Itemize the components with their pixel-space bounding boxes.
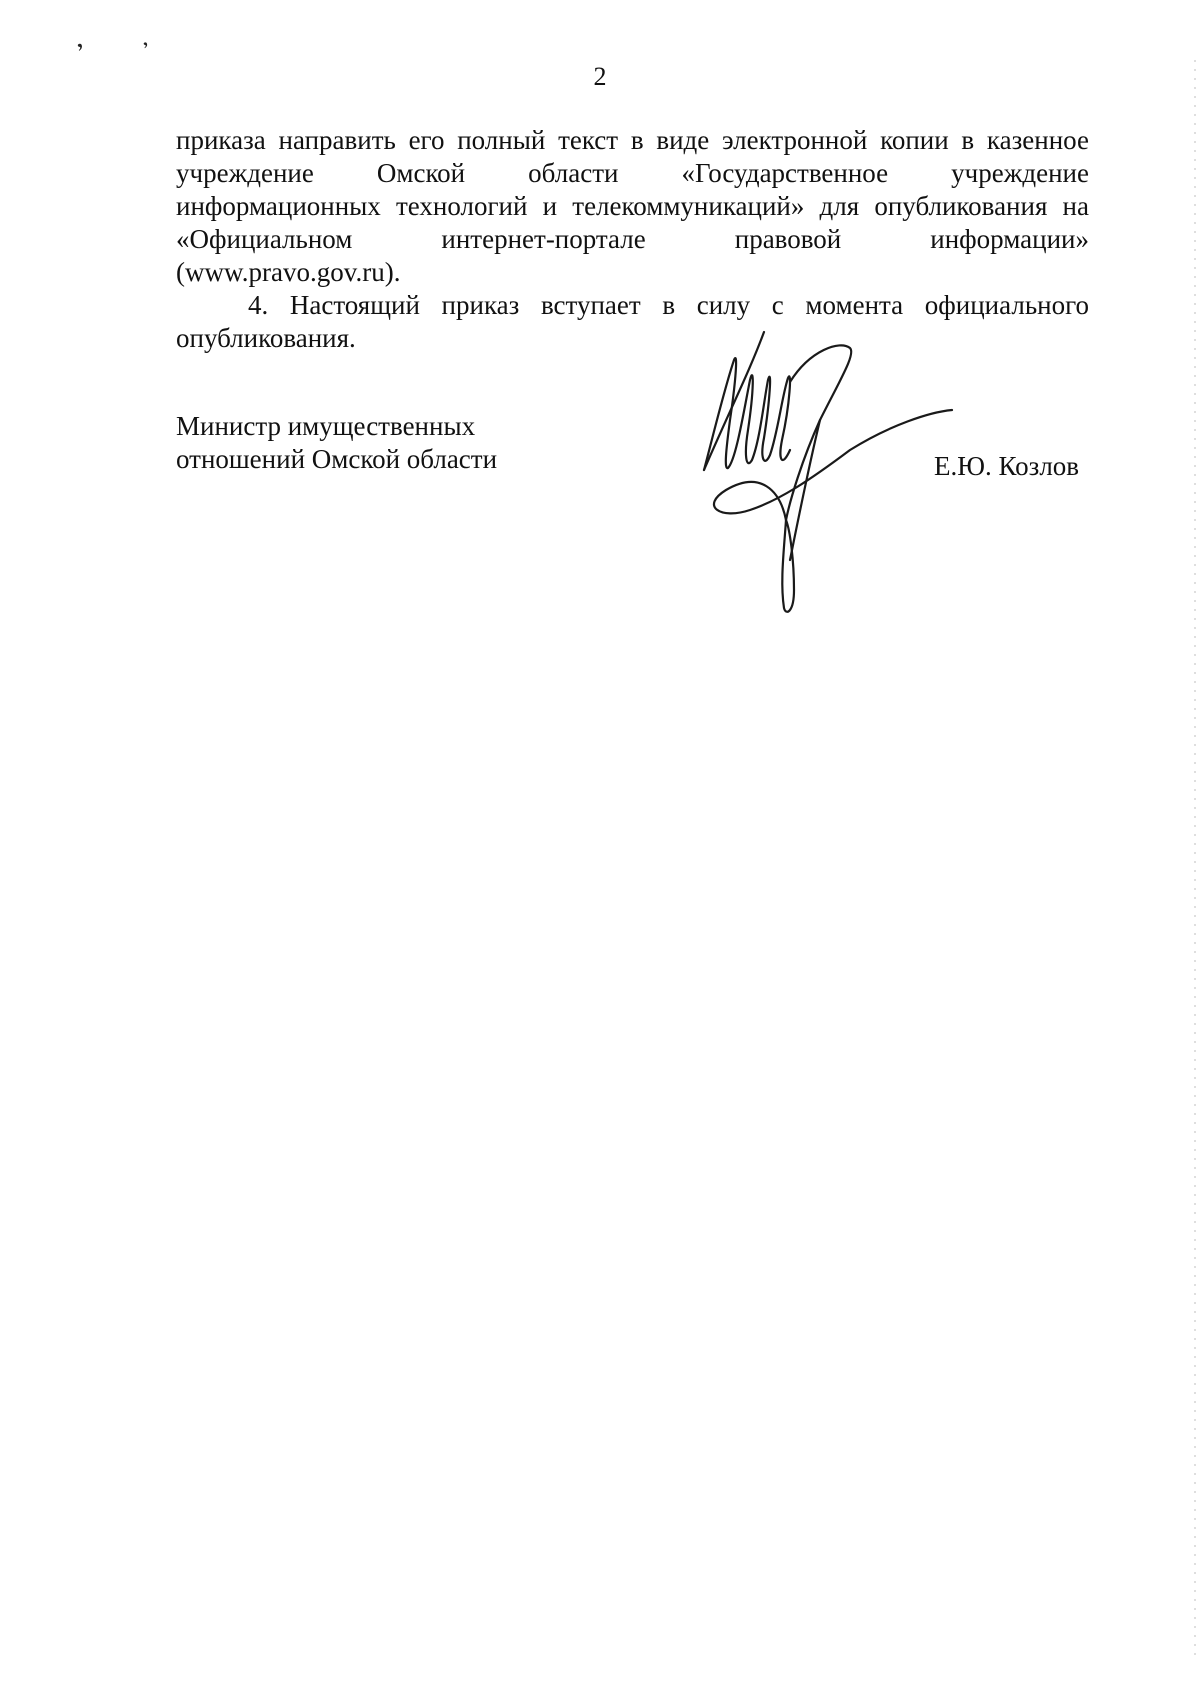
text-line: учреждение Омской области «Государственное учреждение bbox=[176, 158, 1089, 188]
text-line: (www.pravo.gov.ru). bbox=[176, 257, 401, 287]
page-number: 2 bbox=[593, 62, 607, 91]
paragraph-continuation bbox=[176, 124, 1089, 289]
text-line: опубликования. bbox=[176, 323, 356, 353]
text-line: приказа направить его полный текст в виде электронной копии в казенное bbox=[176, 125, 1089, 155]
scan-mark: ’ bbox=[73, 37, 90, 64]
position-line: отношений Омской области bbox=[176, 444, 498, 474]
text-line: «Официальном интернет-портале правовой информации» bbox=[176, 224, 1089, 254]
signatory-position bbox=[176, 410, 497, 476]
signatory-name: Е.Ю. Козлов bbox=[934, 451, 1080, 481]
position-line: Министр имущественных bbox=[176, 411, 476, 441]
text-line: 4. Настоящий приказ вступает в силу с момента официального bbox=[248, 290, 1089, 320]
text-line: информационных технологий и телекоммуникаций» для опубликования на bbox=[176, 191, 1089, 221]
scan-mark: ’ bbox=[140, 37, 154, 59]
scan-edge-noise bbox=[1194, 60, 1196, 1660]
handwritten-signature bbox=[690, 320, 960, 620]
